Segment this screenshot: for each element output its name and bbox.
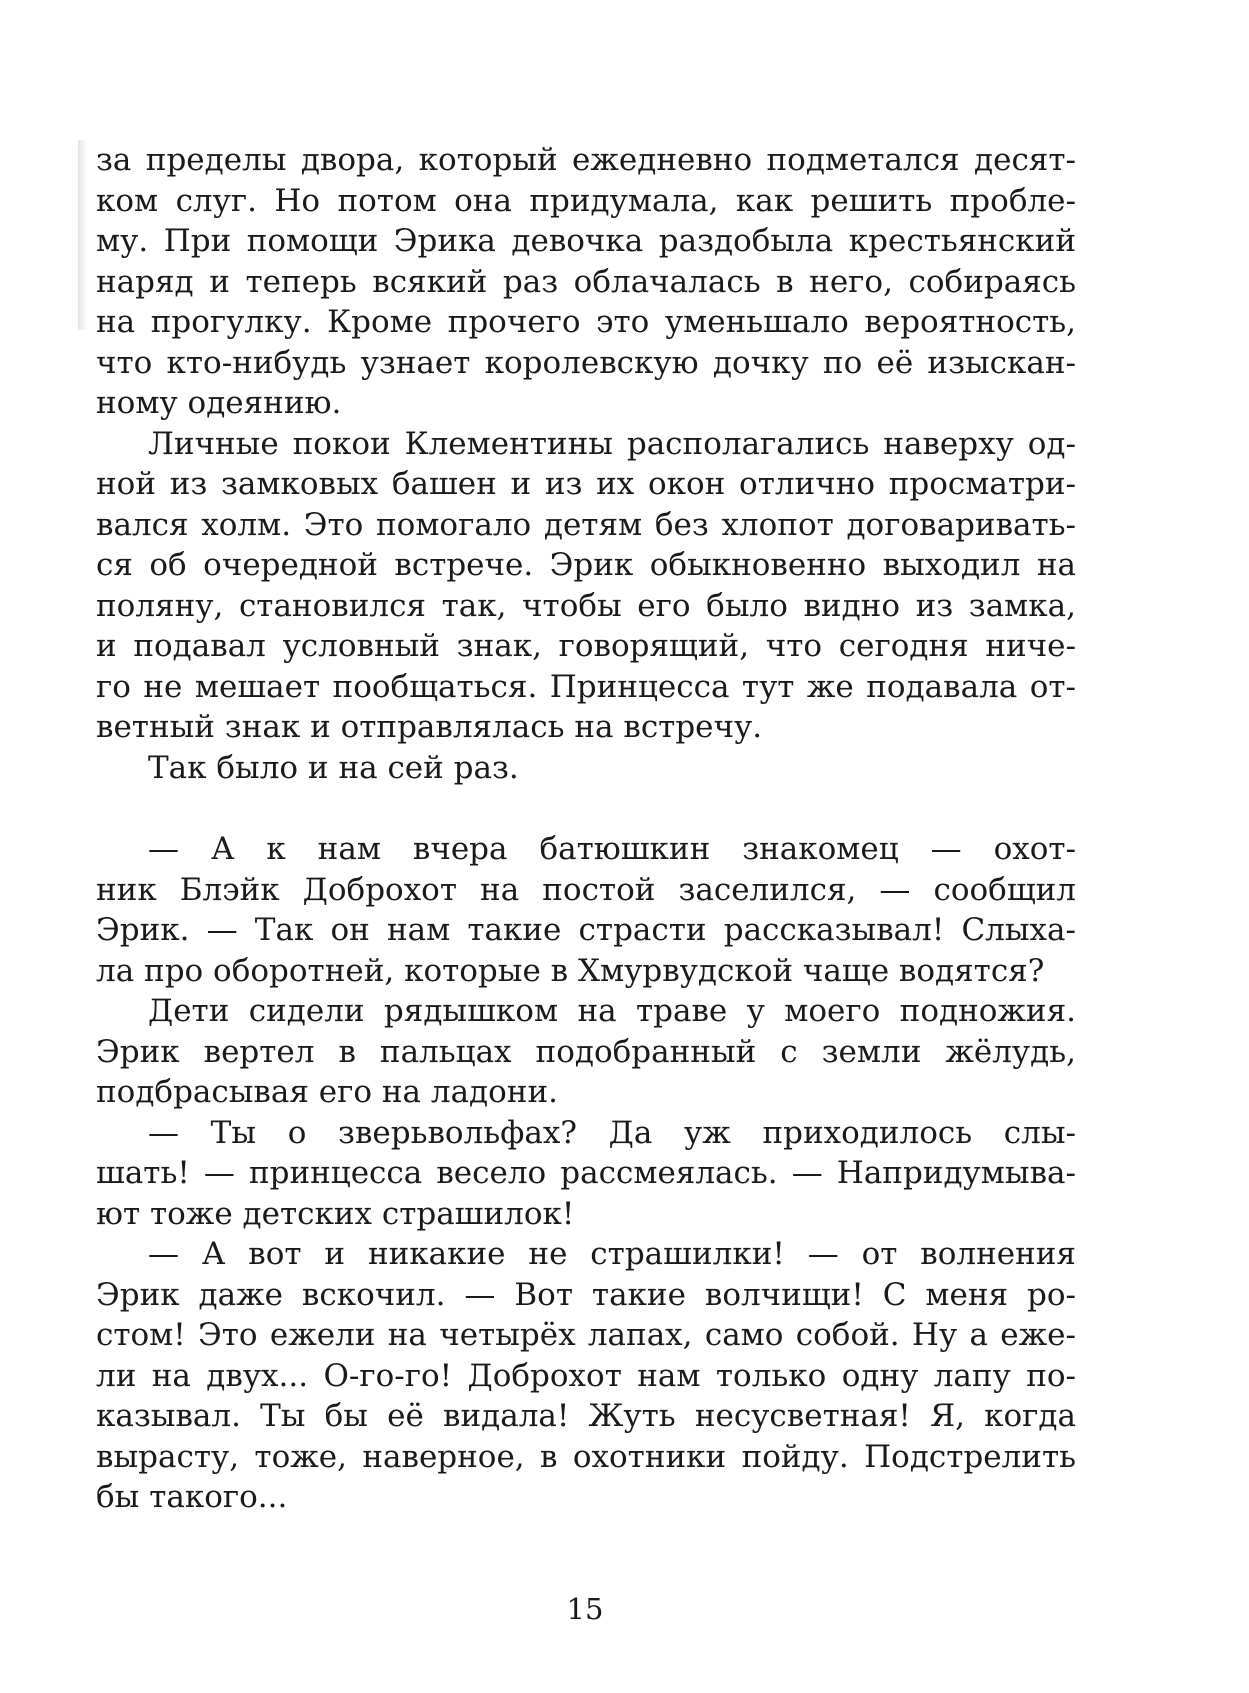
text-line: поляну, становился так, чтобы его было видно из замка,: [96, 587, 1076, 624]
text-line: вырасту, тоже, наверное, в охотники пойду. Подстрелить: [96, 1438, 1076, 1475]
text-line: ком слуг. Но потом она придумала, как решить пробле-: [96, 182, 1076, 219]
paragraph: [96, 140, 1076, 424]
text-line: казывал. Ты бы её видала! Жуть несусветная! Я, когда: [96, 1398, 1076, 1434]
text-line: го не мешает пообщаться. Принцесса тут же подавала от-: [96, 668, 1076, 705]
text-line: шать! — принцесса весело рассмеялась. — Напридумыва-: [96, 1155, 1076, 1191]
paragraph: [96, 829, 1076, 991]
text-line: ют тоже детских страшилок!: [96, 1195, 575, 1232]
text-line: ник Блэйк Доброхот на постой заселился, — сообщил: [96, 871, 1076, 908]
text-line: ветный знак и отправлялась на встречу.: [96, 709, 763, 745]
text-line: Эрик вертел в пальцах подобранный с земли жёлудь,: [96, 1033, 1076, 1070]
text-line: — Ты о зверьвольфах? Да уж приходилось слы-: [148, 1114, 1076, 1151]
scan-edge-shadow: [78, 140, 88, 330]
text-line: на прогулку. Кроме прочего это уменьшало вероятность,: [96, 304, 1076, 340]
text-line: Эрик даже вскочил. — Вот такие волчищи! С меня ро-: [96, 1276, 1076, 1313]
text-line: наряд и теперь всякий раз облачалась в него, собираясь: [96, 263, 1076, 300]
page-number: 15: [566, 1592, 604, 1626]
text-line: — А вот и никакие не страшилки! — от волнения: [148, 1236, 1076, 1272]
text-line: ли на двух... О-го-го! Доброхот нам только одну лапу по-: [96, 1357, 1076, 1394]
text-line: Так было и на сей раз.: [148, 749, 519, 786]
paragraph: [96, 424, 1076, 748]
paragraph: [96, 1234, 1076, 1518]
paragraph: [96, 1113, 1076, 1235]
text-line: вался холм. Это помогало детям без хлопот договаривать-: [96, 506, 1076, 543]
text-line: ся об очередной встрече. Эрик обыкновенно выходил на: [96, 547, 1076, 583]
page-body: [96, 140, 1076, 1518]
text-line: ной из замковых башен и из их окон отлично просматри-: [96, 466, 1076, 502]
text-line: стом! Это ежели на четырёх лапах, само собой. Ну а еже-: [96, 1317, 1076, 1353]
text-line: ному одеянию.: [96, 385, 342, 421]
text-line: ла про оборотней, которые в Хмурвудской чаще водятся?: [96, 952, 1045, 989]
text-line: что кто-нибудь узнает королевскую дочку по её изыскан-: [96, 344, 1076, 381]
text-line: Личные покои Клементины располагались наверху од-: [148, 425, 1076, 462]
text-line: за пределы двора, который ежедневно подметался десят-: [96, 142, 1076, 178]
paragraph: [96, 991, 1076, 1113]
text-line: Дети сидели рядышком на траве у моего подножия.: [148, 993, 1076, 1029]
text-line: — А к нам вчера батюшкин знакомец — охот-: [148, 831, 1076, 867]
text-line: подбрасывая его на ладони.: [96, 1074, 558, 1110]
text-line: и подавал условный знак, говорящий, что сегодня ниче-: [96, 628, 1076, 664]
text-line: му. При помощи Эрика девочка раздобыла крестьянский: [96, 223, 1076, 259]
section-break: [96, 788, 1076, 829]
text-line: Эрик. — Так он нам такие страсти рассказывал! Слыха-: [96, 912, 1076, 948]
text-line: бы такого...: [96, 1479, 288, 1515]
paragraph: [96, 748, 1076, 789]
